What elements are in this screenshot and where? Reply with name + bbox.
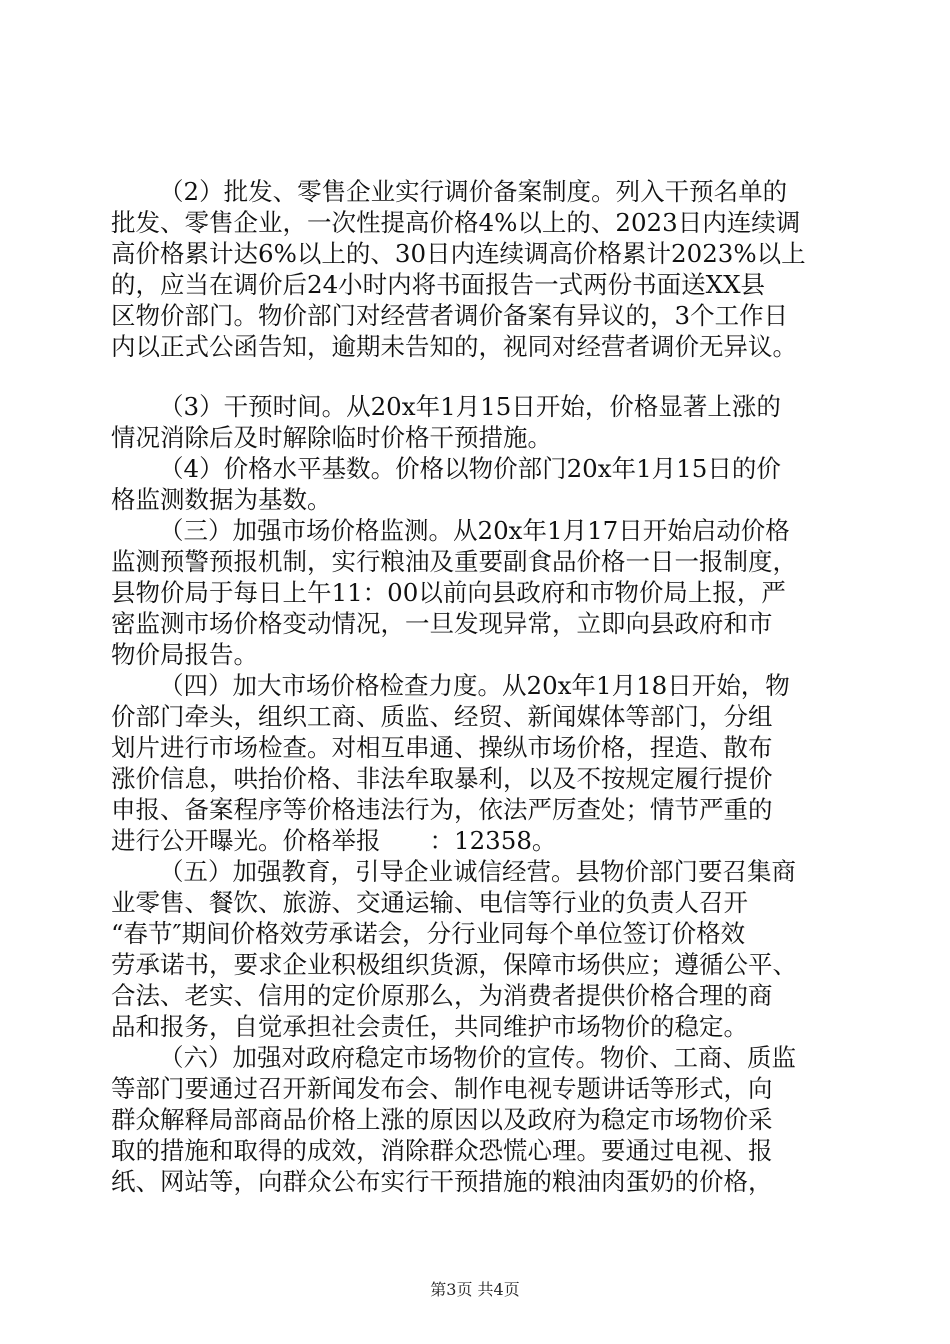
text-line: 密监测市场价格变动情况，一旦发现异常，立即向县政府和市	[111, 609, 773, 638]
text-line: 群众解释局部商品价格上涨的原因以及政府为稳定市场物价采	[111, 1105, 773, 1134]
text-line: 业零售、餐饮、旅游、交通运输、电信等行业的负责人召开	[111, 888, 748, 917]
text-line: 合法、老实、信用的定价原那么，为消费者提供价格合理的商	[111, 981, 773, 1010]
text-line: 取的措施和取得的成效，消除群众恐慌心理。要通过电视、报	[111, 1136, 773, 1165]
text-line: 价部门牵头，组织工商、质监、经贸、新闻媒体等部门，分组	[111, 702, 773, 731]
text-line: 高价格累计达6%以上的、30日内连续调高价格累计2023%以上	[111, 239, 806, 268]
text-line: “春节″期间价格效劳承诺会，分行业同每个单位签订价格效	[111, 919, 746, 948]
text-line: 批发、零售企业，一次性提高价格4%以上的、2023日内连续调	[111, 208, 801, 237]
text-line: 物价局报告。	[111, 640, 258, 669]
text-line: 的，应当在调价后24小时内将书面报告一式两份书面送XX县	[111, 270, 766, 299]
text-line: （五）加强教育，引导企业诚信经营。县物价部门要召集商	[159, 857, 796, 886]
text-line: （四）加大市场价格检查力度。从20x年1月18日开始，物	[159, 671, 790, 700]
page-footer: 第3页 共4页	[430, 1280, 520, 1299]
text-line: 进行公开曝光。价格举报 ：12358。	[111, 826, 557, 855]
text-line: 内以正式公函告知，逾期未告知的，视同对经营者调价无异议。	[111, 332, 797, 361]
text-line: 涨价信息，哄抬价格、非法牟取暴利，以及不按规定履行提价	[111, 764, 773, 793]
text-line: 县物价局于每日上午11：00以前向县政府和市物价局上报，严	[111, 578, 786, 607]
text-line: 区物价部门。物价部门对经营者调价备案有异议的，3个工作日	[111, 301, 789, 330]
text-line: 情况消除后及时解除临时价格干预措施。	[111, 423, 552, 452]
text-line: （六）加强对政府稳定市场物价的宣传。物价、工商、质监	[159, 1043, 796, 1072]
text-line: 品和报务，自觉承担社会责任，共同维护市场物价的稳定。	[111, 1012, 748, 1041]
text-line: （3）干预时间。从20x年1月15日开始，价格显著上涨的	[159, 392, 781, 421]
text-line: 监测预警预报机制，实行粮油及重要副食品价格一日一报制度，	[111, 547, 797, 576]
text-line: （三）加强市场价格监测。从20x年1月17日开始启动价格	[159, 516, 790, 545]
text-line: 划片进行市场检查。对相互串通、操纵市场价格，捏造、散布	[111, 733, 773, 762]
text-line: 劳承诺书，要求企业积极组织货源，保障市场供应；遵循公平、	[111, 950, 797, 979]
text-line: 纸、网站等，向群众公布实行干预措施的粮油肉蛋奶的价格，	[111, 1167, 773, 1196]
text-line: （4）价格水平基数。价格以物价部门20x年1月15日的价	[159, 454, 781, 483]
text-line: 等部门要通过召开新闻发布会、制作电视专题讲话等形式，向	[111, 1074, 773, 1103]
text-line: 申报、备案程序等价格违法行为，依法严厉查处；情节严重的	[111, 795, 773, 824]
text-line: （2）批发、零售企业实行调价备案制度。列入干预名单的	[159, 177, 788, 206]
text-line: 格监测数据为基数。	[111, 485, 332, 514]
